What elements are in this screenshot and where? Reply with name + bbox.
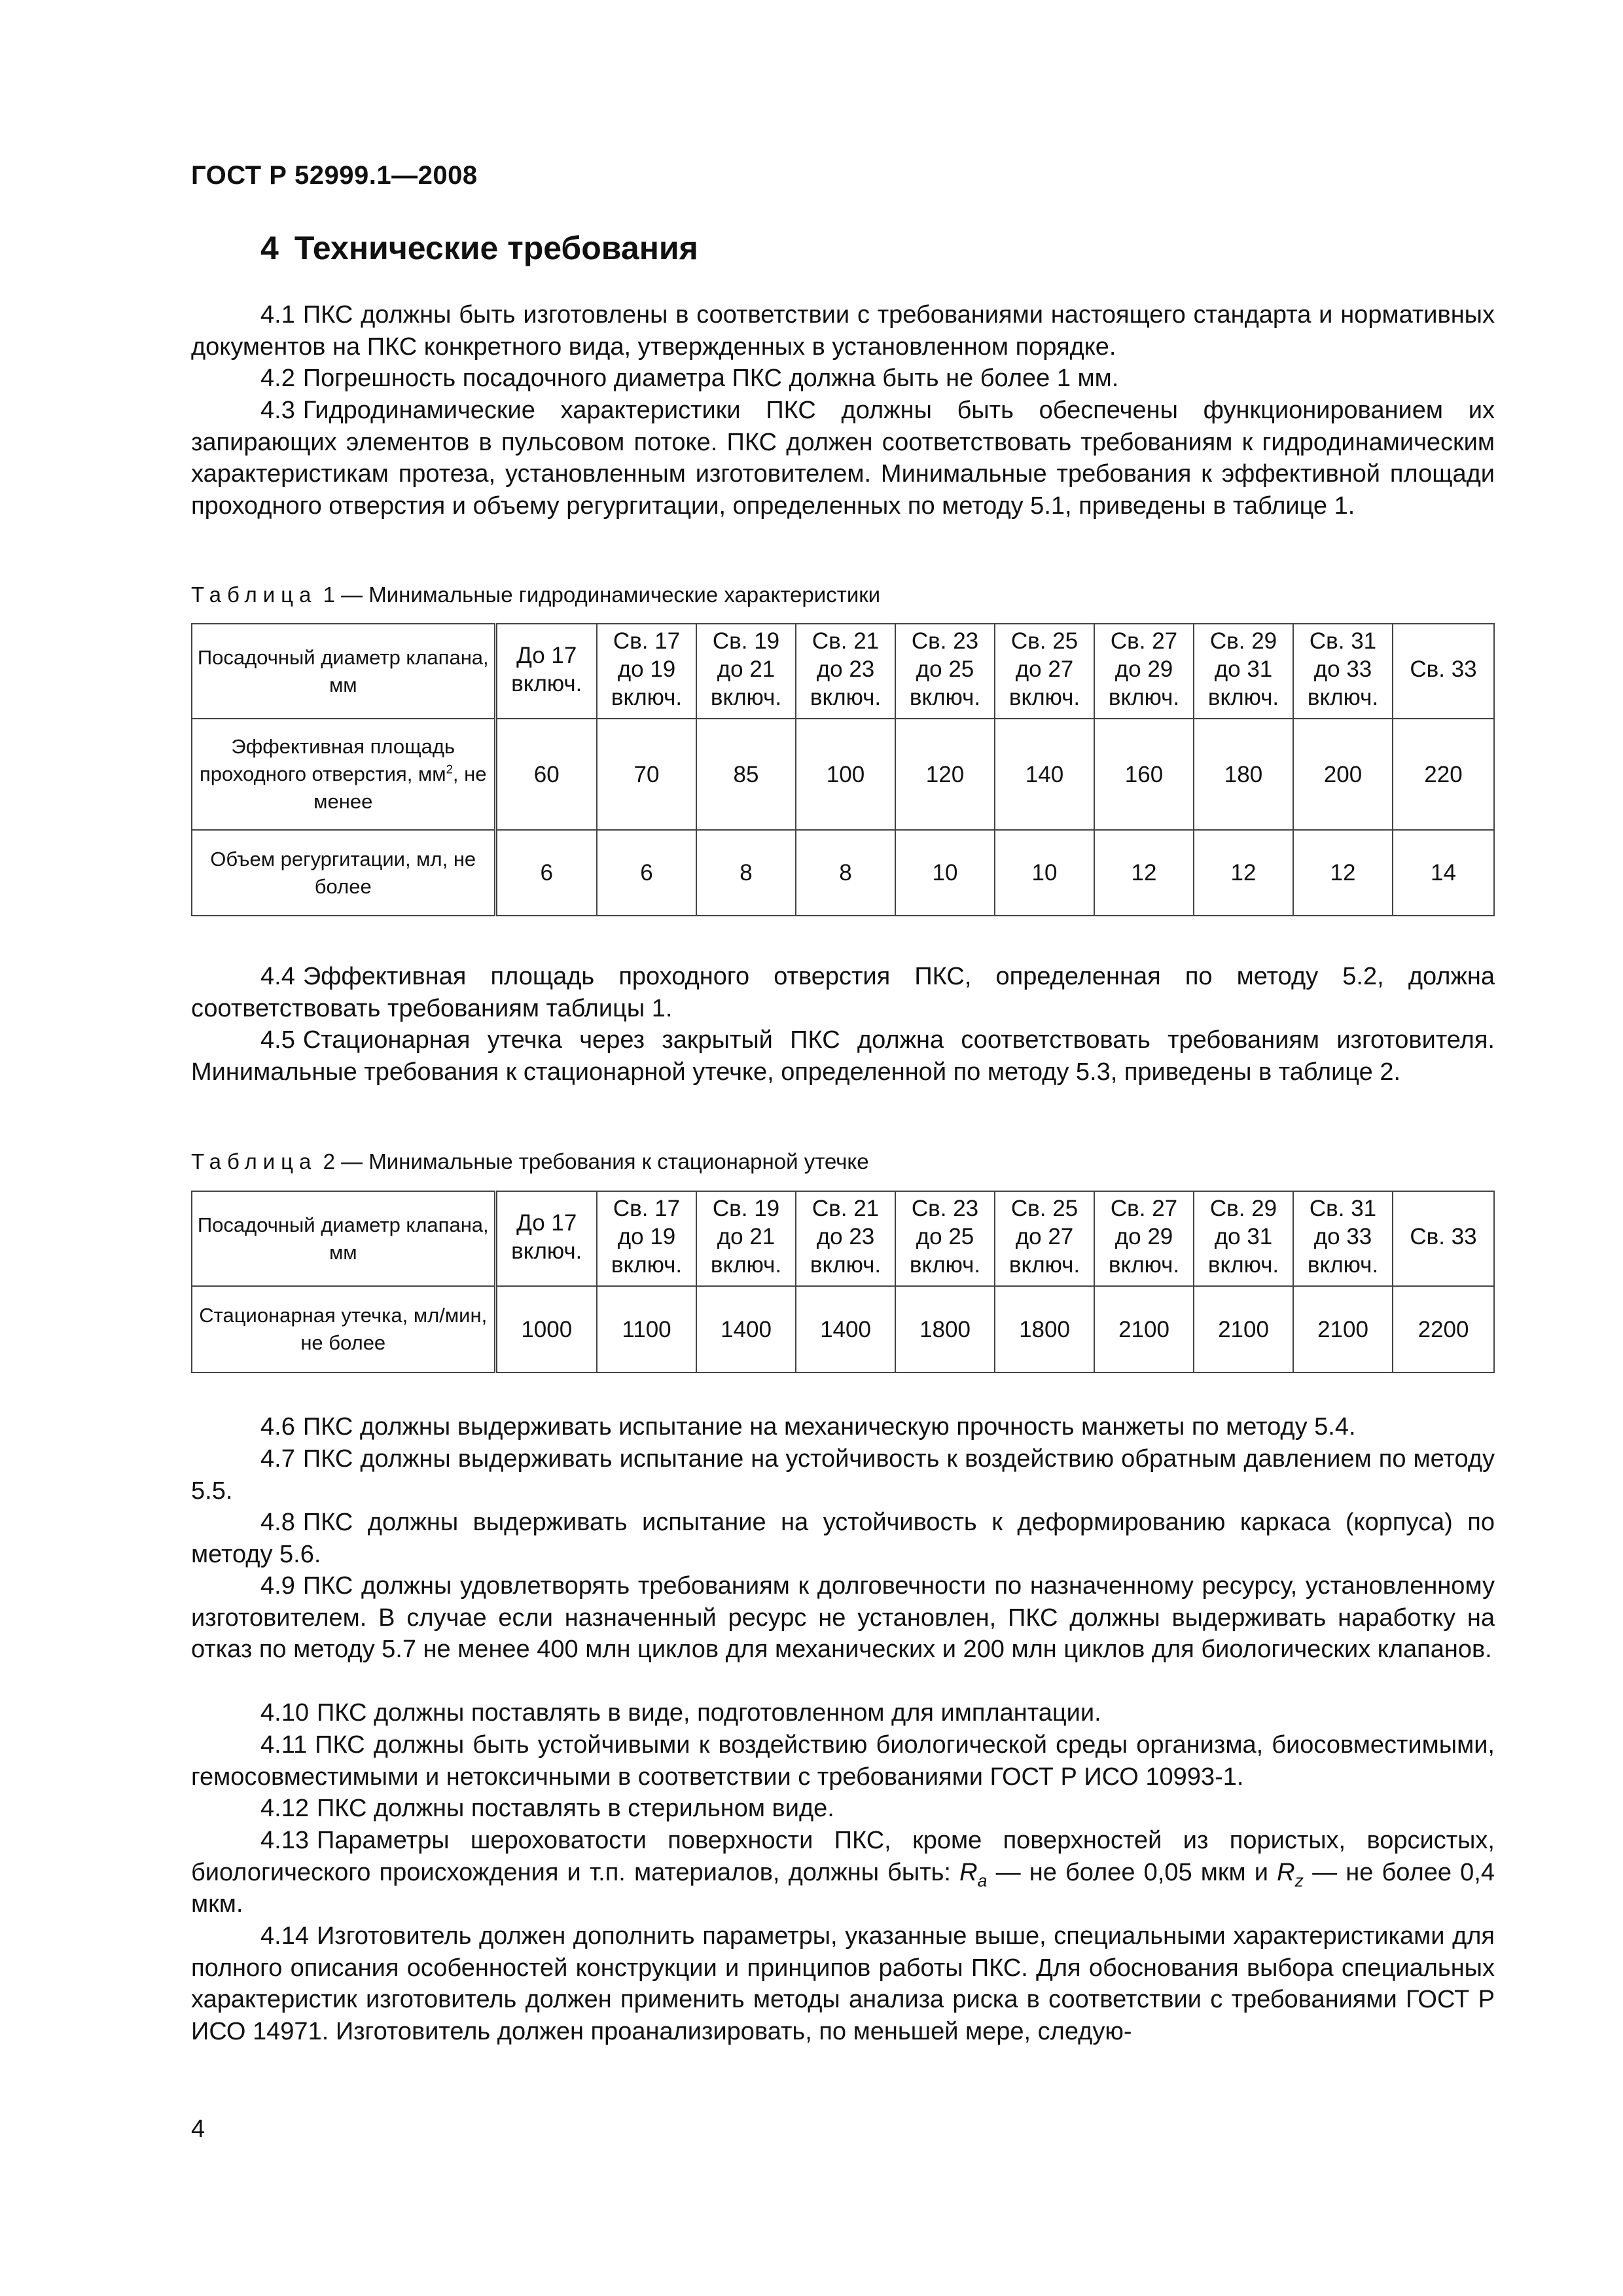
table-1-caption [191,583,880,607]
paragraph-text: ПКС должны быть изготовлены в соответствии с требованиями настоящего стандарта и нормативных документов на ПКС конкретного вида, утвержденных в установленном порядке. [191,301,1495,361]
section-title: Технические требования [294,230,698,266]
table-cell: 220 [1393,719,1494,830]
table-cell: 2100 [1094,1286,1194,1372]
paragraph-4-7 [191,1443,1495,1507]
table-cell: 2200 [1393,1286,1494,1372]
row-label-cell: Стационарная утечка, мл/мин, не более [192,1286,495,1372]
paragraph-number: 4.6 [260,1413,295,1441]
column-header: Св. 33 [1393,624,1494,719]
document-id: ГОСТ Р 52999.1—2008 [191,161,478,190]
column-header: Св. 27 до 29 включ. [1094,1191,1194,1286]
paragraph-4-1 [191,299,1495,363]
paragraph-text: Стационарная утечка через закрытый ПКС должна соответствовать требованиям изготовителя. Минимальные требования к стационарной утечке, определенной по методу 5.3, приведены в таблице 2. [191,1026,1495,1086]
table-cell: 8 [796,830,895,916]
paragraph-4-6 [191,1411,1495,1443]
table-cell: 180 [1194,719,1293,830]
table-cell: 1000 [495,1286,597,1372]
column-header: Св. 25 до 27 включ. [995,624,1094,719]
table-cell: 60 [495,719,597,830]
caption-text: 2 — Минимальные требования к стационарной утечке [323,1149,869,1174]
paragraph-number: 4.7 [260,1445,295,1473]
table-cell: 8 [696,830,796,916]
table-cell: 120 [895,719,995,830]
symbol-ra: $R_a$ [959,1858,988,1890]
caption-prefix: Таблица [191,1149,317,1174]
paragraph-4-5 [191,1024,1495,1088]
table-cell: 12 [1094,830,1194,916]
column-header: Св. 27 до 29 включ. [1094,624,1194,719]
table-cell: 140 [995,719,1094,830]
caption-prefix: Таблица [191,583,317,607]
paragraph-number: 4.3 [260,397,295,424]
table-cell: 100 [796,719,895,830]
table-cell: 1400 [796,1286,895,1372]
table-2 [191,1191,1495,1373]
table-row [192,830,1494,916]
paragraph-text: ПКС должны выдерживать испытание на устойчивость к деформированию каркаса (корпуса) по методу 5.6. [191,1509,1495,1568]
table-cell: 2100 [1194,1286,1293,1372]
table-cell: 200 [1293,719,1393,830]
column-header: Св. 19 до 21 включ. [696,1191,796,1286]
table-cell: 1100 [597,1286,696,1372]
column-header: Св. 29 до 31 включ. [1194,1191,1293,1286]
table-cell: 12 [1194,830,1293,916]
paragraph-number: 4.14 [260,1922,309,1950]
table-cell: 1800 [895,1286,995,1372]
column-header: Св. 17 до 19 включ. [597,1191,696,1286]
paragraph-number: 4.2 [260,365,295,392]
table-cell: 6 [597,830,696,916]
paragraph-text: Изготовитель должен дополнить параметры, указанные выше, специальными характеристиками для полного описания особенностей конструкции и принципов работы ПКС. Для обоснования выбора специальных характеристик изготовитель должен применить методы анализа риска в соответствии с требованиями ГОСТ Р ИСО 14971. Изготовитель должен проанализировать, по меньшей мере, следую- [191,1922,1495,2045]
paragraph-text: Погрешность посадочного диаметра ПКС должна быть не более 1 мм. [302,365,1119,392]
table-cell: 2100 [1293,1286,1393,1372]
table-cell: 6 [495,830,597,916]
header-label-cell: Посадочный диаметр клапана, мм [192,1191,495,1286]
paragraph-text: ПКС должны быть устойчивыми к воздействию биологической среды организма, биосовместимыми, гемосовместимыми и нетоксичными в соответствии с требованиями ГОСТ Р ИСО 10993-1. [191,1731,1495,1791]
column-header: Св. 29 до 31 включ. [1194,624,1293,719]
row-label-cell: Эффективная площадь проходного отверстия, $мм^2$, не менее [192,719,495,830]
column-header: Св. 23 до 25 включ. [895,1191,995,1286]
paragraph-4-12 [191,1793,1495,1825]
table-header-row [192,624,1494,719]
column-header: До 17 включ. [495,624,597,719]
paragraph-text: Параметры шероховатости поверхности ПКС, кроме поверхностей из пористых, ворсистых, биологического происхождения и т.п. материалов, должны быть: [191,1827,1495,1886]
paragraph-text: ПКС должны выдерживать испытание на механическую прочность манжеты по методу 5.4. [302,1413,1356,1441]
paragraph-4-10 [191,1697,1495,1729]
table-cell: 85 [696,719,796,830]
paragraph-text: Гидродинамические характеристики ПКС должны быть обеспечены функционированием их запирающих элементов в пульсовом потоке. ПКС должен соответствовать требованиям к гидродинамическим характеристикам протеза, установленным изготовителем. Минимальные требования к эффективной площади проходного отверстия и объему регургитации, определенных по методу 5.1, приведены в таблице 1. [191,397,1495,520]
paragraph-number: 4.13 [260,1827,309,1854]
section-heading [260,229,714,267]
table-cell: 14 [1393,830,1494,916]
table-cell: 10 [995,830,1094,916]
column-header: Св. 31 до 33 включ. [1293,624,1393,719]
paragraph-text: ПКС должны удовлетворять требованиям к долговечности по назначенному ресурсу, установленному изготовителем. В случае если назначенный ресурс не установлен, ПКС должны выдерживать наработку на отказ по методу 5.7 не менее 400 млн циклов для механических и 200 млн циклов для биологических клапанов. [191,1572,1495,1663]
paragraph-text: ПКС должны выдерживать испытание на устойчивость к воздействию обратным давлением по методу 5.5. [191,1445,1495,1505]
column-header: До 17 включ. [495,1191,597,1286]
symbol-rz: $R_z$ [1277,1858,1304,1890]
paragraph-4-4 [191,961,1495,1024]
paragraph-4-13: 4.13 Параметры шероховатости поверхности ПКС, кроме поверхностей из пористых, ворсистых, биологического происхождения и т.п. материалов, должны быть: $R_a$ — не более 0,05 мкм и $R_z$ — не более 0,4 мкм. [191,1827,1495,1918]
paragraph-4-14 [191,1920,1495,2047]
table-cell: 1400 [696,1286,796,1372]
header-label-cell: Посадочный диаметр клапана, мм [192,624,495,719]
column-header: Св. 33 [1393,1191,1494,1286]
column-header: Св. 19 до 21 включ. [696,624,796,719]
table-cell: 160 [1094,719,1194,830]
table-cell: 1800 [995,1286,1094,1372]
caption-text: 1 — Минимальные гидродинамические характеристики [323,583,881,607]
paragraph-4-3 [191,395,1495,522]
section-number: 4 [260,230,279,266]
column-header: Св. 21 до 23 включ. [796,1191,895,1286]
paragraph-number: 4.8 [260,1509,295,1536]
column-header: Св. 31 до 33 включ. [1293,1191,1393,1286]
paragraph-number: 4.12 [260,1795,309,1822]
paragraph-text: ПКС должны поставлять в стерильном виде. [316,1795,834,1822]
paragraph-text: ПКС должны поставлять в виде, подготовленном для имплантации. [316,1699,1101,1727]
paragraph-4-8 [191,1507,1495,1570]
row-label-cell: Объем регургитации, мл, не более [192,830,495,916]
table-row [192,1286,1494,1372]
table-cell: 12 [1293,830,1393,916]
paragraph-4-11 [191,1729,1495,1793]
table-cell: 70 [597,719,696,830]
paragraph-4-9 [191,1570,1495,1666]
paragraph-number: 4.5 [260,1026,295,1054]
table-header-row [192,1191,1494,1286]
table-row [192,719,1494,830]
paragraph-number: 4.11 [260,1731,308,1759]
paragraph-number: 4.10 [260,1699,309,1727]
column-header: Св. 17 до 19 включ. [597,624,696,719]
column-header: Св. 21 до 23 включ. [796,624,895,719]
column-header: Св. 25 до 27 включ. [995,1191,1094,1286]
table-2-caption [191,1149,869,1174]
paragraph-number: 4.4 [260,963,295,990]
paragraph-text: Эффективная площадь проходного отверстия ПКС, определенная по методу 5.2, должна соответствовать требованиям таблицы 1. [191,963,1495,1022]
paragraph-number: 4.9 [260,1572,295,1600]
paragraph-number: 4.1 [260,301,295,329]
column-header: Св. 23 до 25 включ. [895,624,995,719]
table-cell: 10 [895,830,995,916]
table-1 [191,623,1495,916]
paragraph-4-2 [191,363,1495,395]
page-number: 4 [191,2115,205,2143]
